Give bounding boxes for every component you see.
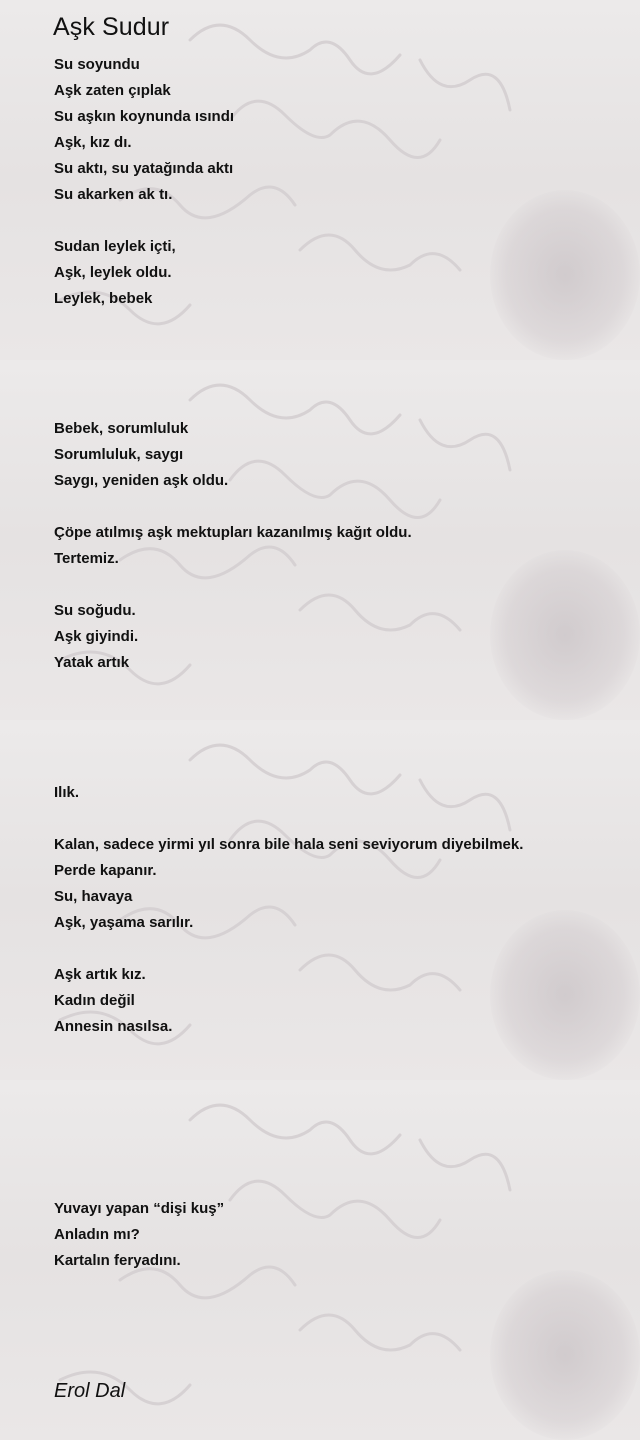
poem-line: Aşk, leylek oldu. <box>54 264 172 281</box>
poem-line: Annesin nasılsa. <box>54 1018 173 1035</box>
poem-line: Aşk, kız dı. <box>54 134 132 151</box>
stanza-gap <box>54 806 614 832</box>
stanza-gap <box>54 1118 614 1144</box>
stanza-gap <box>54 1170 614 1196</box>
poem-line: Sorumluluk, saygı <box>54 446 184 463</box>
poem-line: Bebek, sorumluluk <box>54 420 189 437</box>
poem-line: Aşk, yaşama sarılır. <box>54 914 194 931</box>
stanza-gap <box>54 208 614 234</box>
poem-line: Aşk artık kız. <box>54 966 146 983</box>
poem-line: Su soğudu. <box>54 602 136 619</box>
poem-line: Su aşkın koynunda ısındı <box>54 108 235 125</box>
stanza-gap <box>54 1144 614 1170</box>
stanza-gap <box>54 1040 614 1066</box>
stanza-gap <box>54 572 614 598</box>
stanza-gap <box>54 1092 614 1118</box>
stanza-gap <box>54 728 614 754</box>
poem-line: Kalan, sadece yirmi yıl sonra bile hala seni seviyorum diyebilmek. <box>54 836 524 853</box>
poem-line: Yuvayı yapan “dişi kuş” <box>54 1200 225 1217</box>
poem-line: Su soyundu <box>54 56 140 73</box>
stanza-gap <box>54 338 614 364</box>
poem-line: Su akarken ak tı. <box>54 186 173 203</box>
poem-line: Su aktı, su yatağında aktı <box>54 160 234 177</box>
poem-line: Su, havaya <box>54 888 133 905</box>
poem-line: Sudan leylek içti, <box>54 238 176 255</box>
stanza-gap <box>54 494 614 520</box>
poem-line: Kadın değil <box>54 992 135 1009</box>
poem-line: Perde kapanır. <box>54 862 157 879</box>
poem-line: Anladın mı? <box>54 1226 140 1243</box>
poem-title: Aşk Sudur <box>53 13 170 41</box>
stanza-gap <box>54 312 614 338</box>
poem-line: Tertemiz. <box>54 550 119 567</box>
stanza-gap <box>54 390 614 416</box>
poem-line: Leylek, bebek <box>54 290 153 307</box>
stanza-gap <box>54 754 614 780</box>
poem-line: Saygı, yeniden aşk oldu. <box>54 472 229 489</box>
poem-line: Aşk zaten çıplak <box>54 82 171 99</box>
poem-line: Çöpe atılmış aşk mektupları kazanılmış kağıt oldu. <box>54 524 412 541</box>
poem-line: Aşk giyindi. <box>54 628 139 645</box>
stanza-gap <box>54 702 614 728</box>
poem-body <box>54 52 614 1274</box>
stanza-gap <box>54 1066 614 1092</box>
stanza-gap <box>54 364 614 390</box>
stanza-gap <box>54 936 614 962</box>
poem-author: Erol Dal <box>54 1380 126 1402</box>
stanza-gap <box>54 676 614 702</box>
poem-line: Yatak artık <box>54 654 130 671</box>
poem-line: Ilık. <box>54 784 80 801</box>
poem-line: Kartalın feryadını. <box>54 1252 181 1269</box>
